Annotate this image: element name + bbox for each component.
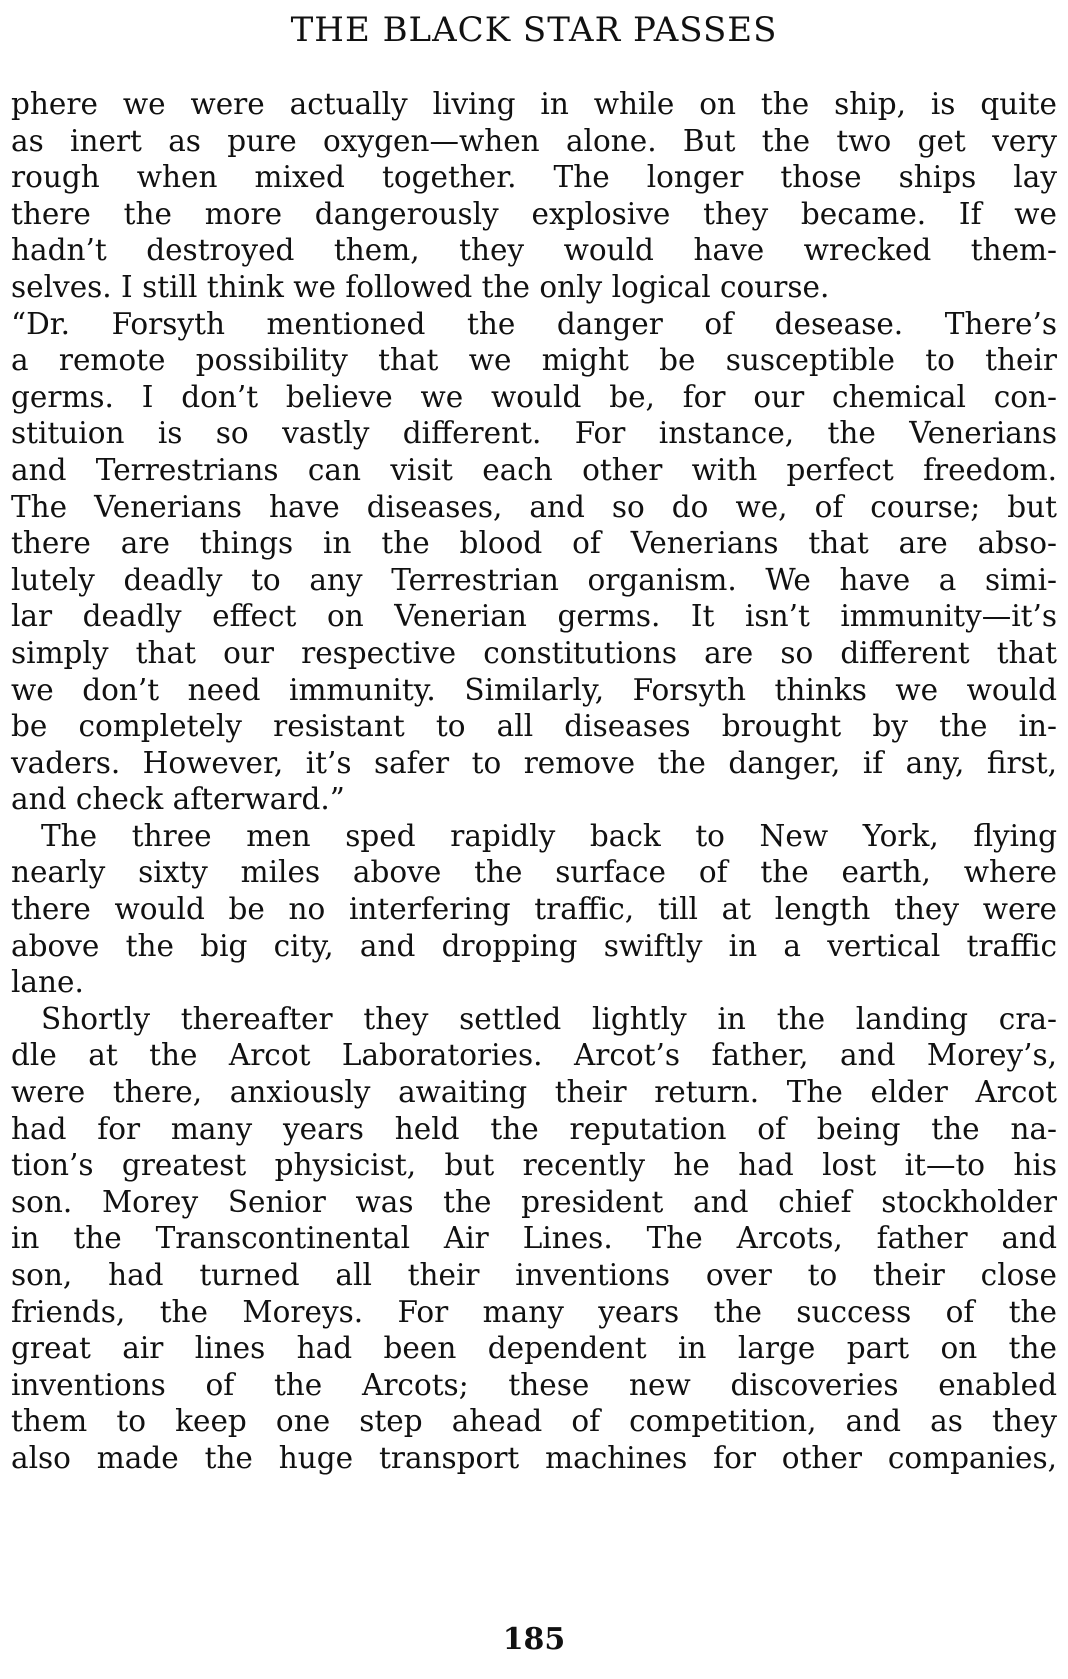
text-line: we don’t need immunity. Similarly, Forsyth thinks we would	[11, 672, 1057, 707]
text-line: Shortly thereafter they settled lightly in the landing cra-	[41, 1001, 1057, 1036]
paragraph	[11, 1001, 1057, 1477]
text-line: vaders. However, it’s safer to remove the danger, if any, first,	[11, 745, 1057, 780]
text-line: selves. I still think we followed the only logical course.	[11, 269, 830, 304]
text-line: and Terrestrians can visit each other with perfect freedom.	[11, 452, 1057, 487]
text-line: lane.	[11, 965, 84, 1000]
text-line: The Venerians have diseases, and so do we, of course; but	[11, 489, 1057, 524]
text-line: them to keep one step ahead of competition, and as they	[11, 1404, 1057, 1439]
text-line: son. Morey Senior was the president and chief stockholder	[11, 1184, 1057, 1219]
text-line: germs. I don’t believe we would be, for our chemical con-	[11, 379, 1057, 414]
text-line: dle at the Arcot Laboratories. Arcot’s father, and Morey’s,	[11, 1038, 1057, 1073]
text-line: tion’s greatest physicist, but recently he had lost it—to his	[11, 1148, 1057, 1183]
text-line: The three men sped rapidly back to New York, flying	[41, 818, 1057, 853]
text-line: also made the huge transport machines for other companies,	[11, 1440, 1057, 1475]
text-line: phere we were actually living in while on the ship, is quite	[11, 87, 1057, 121]
text-line: friends, the Moreys. For many years the success of the	[11, 1294, 1057, 1329]
text-line: there would be no interfering traffic, till at length they were	[11, 892, 1057, 927]
paragraph	[11, 86, 1057, 306]
text-line: there are things in the blood of Venerians that are abso-	[11, 526, 1057, 561]
text-line: there the more dangerously explosive they became. If we	[11, 196, 1057, 231]
text-line: “Dr. Forsyth mentioned the danger of desease. There’s	[11, 306, 1057, 341]
paragraph	[11, 818, 1057, 1001]
text-line: son, had turned all their inventions over to their close	[11, 1258, 1057, 1292]
text-line: lutely deadly to any Terrestrian organism. We have a simi-	[11, 562, 1057, 597]
page-number: 185	[502, 1622, 566, 1657]
text-line: above the big city, and dropping swiftly in a vertical traffic	[11, 928, 1057, 963]
text-line: a remote possibility that we might be susceptible to their	[11, 343, 1057, 378]
text-line: in the Transcontinental Air Lines. The Arcots, father and	[11, 1221, 1057, 1256]
text-line: were there, anxiously awaiting their return. The elder Arcot	[11, 1075, 1057, 1110]
text-line: simply that our respective constitutions are so different that	[11, 635, 1057, 670]
text-line: lar deadly effect on Venerian germs. It isn’t immunity—it’s	[11, 599, 1057, 634]
text-line: rough when mixed together. The longer those ships lay	[11, 160, 1057, 195]
paragraph	[11, 306, 1057, 818]
text-line: hadn’t destroyed them, they would have wrecked them-	[11, 233, 1057, 268]
text-line: be completely resistant to all diseases brought by the in-	[11, 709, 1057, 744]
text-line: great air lines had been dependent in large part on the	[11, 1331, 1057, 1366]
text-line: stituion is so vastly different. For instance, the Venerians	[11, 416, 1057, 451]
text-line: had for many years held the reputation of being the na-	[11, 1111, 1057, 1146]
running-head: THE BLACK STAR PASSES	[290, 10, 778, 50]
text-line: and check afterward.”	[11, 782, 345, 817]
text-line: inventions of the Arcots; these new discoveries enabled	[11, 1367, 1057, 1402]
body-text	[11, 86, 1057, 1477]
text-line: nearly sixty miles above the surface of the earth, where	[11, 855, 1057, 890]
text-line: as inert as pure oxygen—when alone. But the two get very	[11, 123, 1057, 158]
